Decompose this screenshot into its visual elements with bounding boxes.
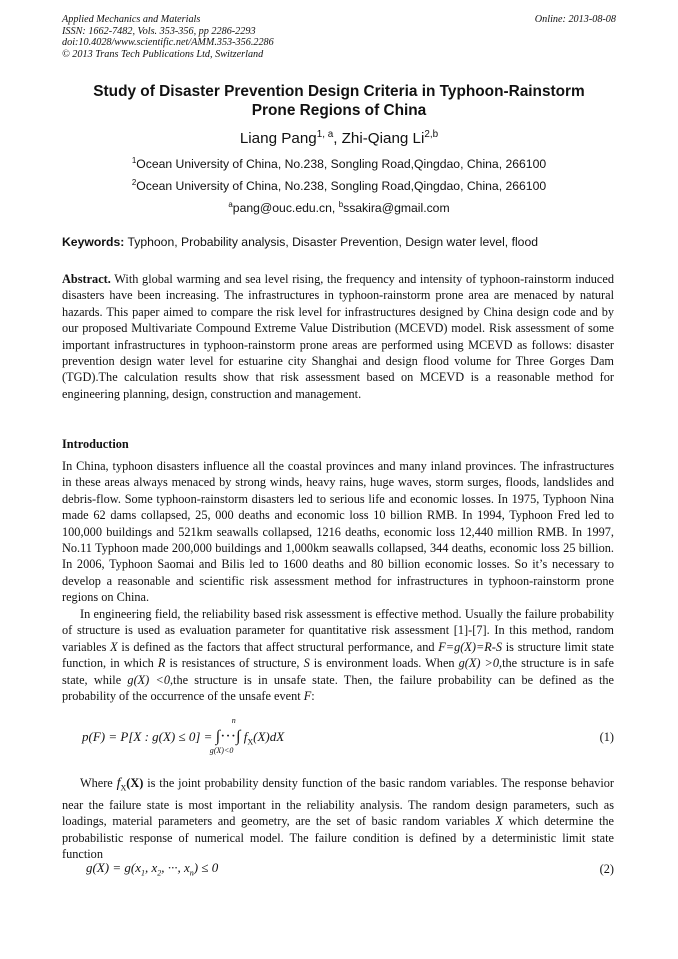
equation-2-number: (2) xyxy=(599,862,614,876)
author-1-sup: 1, a xyxy=(316,128,334,140)
intro-paragraph-1: In China, typhoon disasters influence all the coastal provinces and many inland provinces. The infrastructures in these areas always menaced by strong winds, heavy rains, huge waves, storm surges, floods, landslides and debris-flow. Some typhoon-rainstorm disasters led to serious life and economic losses. In 1975, Typhoon Nina made 62 dams collapsed, 25, 000 deaths and economic loss 10 billion RMB. In 1994, Typhoon Fred led to 100,000 buildings and 521km seawalls collapsed, 1216 deaths, economic loss 12,440 million RMB. In 1997, No.11 Typhoon made 200,000 buildings and 1,000km seawalls collapsed, 344 deaths, economic loss 25 billion. In 2006, Typhoon Saomai and Bilis led to 1600 deaths and 80 billion economic losses. So it’s necessary to develop a reasonable and scientific risk assessment method for infrastructures in typhoon-rainstorm prone regions on China. xyxy=(62,459,614,605)
eq2-part-2: , x xyxy=(144,860,158,875)
intro-p2-text-8: : xyxy=(311,689,315,704)
affiliation-1-text: Ocean University of China, No.238, Songling Road,Qingdao, China, 266100 xyxy=(136,157,547,171)
affiliation-2-text: Ocean University of China, No.238, Songling Road,Qingdao, China, 266100 xyxy=(136,179,547,193)
author-2: Zhi-Qiang Li xyxy=(341,130,425,147)
eq1-upper-limit: n xyxy=(231,716,236,725)
limit-state-function: F=g(X)=R-S xyxy=(438,639,502,654)
intro-p2-text-1: In engineering field, the reliability based risk assessment is effective method. Usually the failure probability of structure is used as evaluation parameter for quantitative risk assessment [1]-[7]. In this method, random variables xyxy=(62,607,614,654)
safe-condition: g(X) >0 xyxy=(458,656,499,671)
eq1-integral xyxy=(209,716,241,755)
intro-p2-text-4: is resistances of structure, xyxy=(165,656,304,671)
author-emails xyxy=(62,201,616,215)
eq1-sub: X xyxy=(247,737,254,747)
title-line-2: Prone Regions of China xyxy=(251,102,427,119)
email-a[interactable]: pang@ouc.edu.cn, xyxy=(232,201,339,215)
intro-p2-text-2: is defined as the factors that affect structural performance, and xyxy=(117,639,439,654)
where-text-1: Where xyxy=(80,776,117,790)
intro-p2-text-5: is environment loads. When xyxy=(309,656,459,671)
email-a-sup: a xyxy=(228,199,233,209)
eq2-sub-1: 1 xyxy=(140,868,145,878)
var-x-2: X xyxy=(495,814,504,829)
keywords-label: Keywords: xyxy=(62,235,125,249)
abstract xyxy=(62,271,614,402)
eq2-part-4: ) ≤ 0 xyxy=(193,860,219,875)
keywords xyxy=(62,235,616,249)
issn: ISSN: 1662-7482, Vols. 353-356, pp 2286-2293 xyxy=(62,25,256,37)
email-b[interactable]: ssakira@gmail.com xyxy=(343,201,450,215)
affiliation-2-sup: 2 xyxy=(131,177,137,187)
var-x: X xyxy=(110,639,118,654)
title-line-1: Study of Disaster Prevention Design Criteria in Typhoon-Rainstorm xyxy=(93,83,585,100)
author-list xyxy=(62,130,616,147)
eq2-part-1: g(X) = g(x xyxy=(86,860,141,875)
unsafe-condition: g(X) <0 xyxy=(127,672,170,687)
eq1-rest: (X)dX xyxy=(253,729,285,744)
eq1-integral-sign: ∫···∫ xyxy=(215,728,241,745)
eq2-sub-n: n xyxy=(189,868,194,878)
affiliation-1-sup: 1 xyxy=(131,155,137,165)
paper-title xyxy=(62,82,616,120)
equation-2 xyxy=(86,860,218,878)
copyright: © 2013 Trans Tech Publications Ltd, Switzerland xyxy=(62,48,264,60)
keywords-text: Typhoon, Probability analysis, Disaster Prevention, Design water level, flood xyxy=(124,235,538,249)
affiliation-2 xyxy=(62,179,616,193)
joint-pdf-sub: X xyxy=(120,783,127,793)
intro-paragraph-2 xyxy=(62,606,614,704)
intro-p2-text-7: ,the structure is in unsafe state. Then, the failure probability can be defined as the probability of the occurrence of the unsafe event xyxy=(62,672,614,704)
eq1-lhs: p(F) = P[X : g(X) ≤ 0] = xyxy=(82,729,216,744)
intro-p2-text-3: is structure limit state function, in which xyxy=(62,639,614,671)
section-heading-introduction: Introduction xyxy=(62,437,129,451)
eq1-lower-limit: g(X)<0 xyxy=(209,746,234,755)
author-1: Liang Pang xyxy=(239,130,317,147)
intro-p2-text-6: ,the structure is in safe state, while xyxy=(62,656,614,687)
equation-1 xyxy=(82,716,285,755)
author-2-sup: 2,b xyxy=(424,128,439,140)
var-f: F xyxy=(303,689,312,704)
abstract-label: Abstract. xyxy=(62,272,111,286)
doi: doi:10.4028/www.scientific.net/AMM.353-356.2286 xyxy=(62,37,274,49)
journal-header xyxy=(62,14,616,60)
joint-pdf-f: f xyxy=(116,776,121,791)
var-s: S xyxy=(303,656,310,671)
online-date: Online: 2013-08-08 xyxy=(534,14,616,25)
eq1-integrand: f xyxy=(243,729,248,744)
affiliation-1 xyxy=(62,157,616,171)
eq2-part-3: , ···, x xyxy=(161,860,190,875)
equation-1-number: (1) xyxy=(599,730,614,744)
email-b-sup: b xyxy=(338,199,344,209)
where-text-2: is the joint probability density function of the basic random variables. The response behavior near the failure state is most important in the reliability analysis. The random design parameters, such as loadings, material parameters and geometry, are the set of basic random variables xyxy=(62,776,614,829)
joint-pdf-arg: (X) xyxy=(126,776,144,790)
var-r: R xyxy=(157,656,166,671)
eq2-sub-2: 2 xyxy=(157,868,162,878)
where-paragraph xyxy=(62,775,614,862)
author-separator: , xyxy=(333,130,342,147)
where-text-3: which determine the probabilistic response of numerical model. The failure condition is defined by a deterministic limit state function xyxy=(62,814,614,862)
journal-name: Applied Mechanics and Materials xyxy=(62,14,201,25)
abstract-text: With global warming and sea level rising, the frequency and intensity of typhoon-rainstorm induced disasters have been increasing. The infrastructures in typhoon-rainstorm prone area are menaced by natural hazards. This paper aimed to compare the risk level for infrastructures designed by China design code and by our proposed Multivariate Compound Extreme Value Distribution (MCEVD) model. Risk assessment of some important infrastructures in typhoon-rainstorm prone areas are performed using MCEVD as follows: disaster prevention design water level for estuarine city Shanghai and design flood volume for Three Gorges Dam (TGD).The calculation results show that risk assessment based on MCEVD is a reasonable method for engineering planning, design, construction and management. xyxy=(62,272,614,401)
